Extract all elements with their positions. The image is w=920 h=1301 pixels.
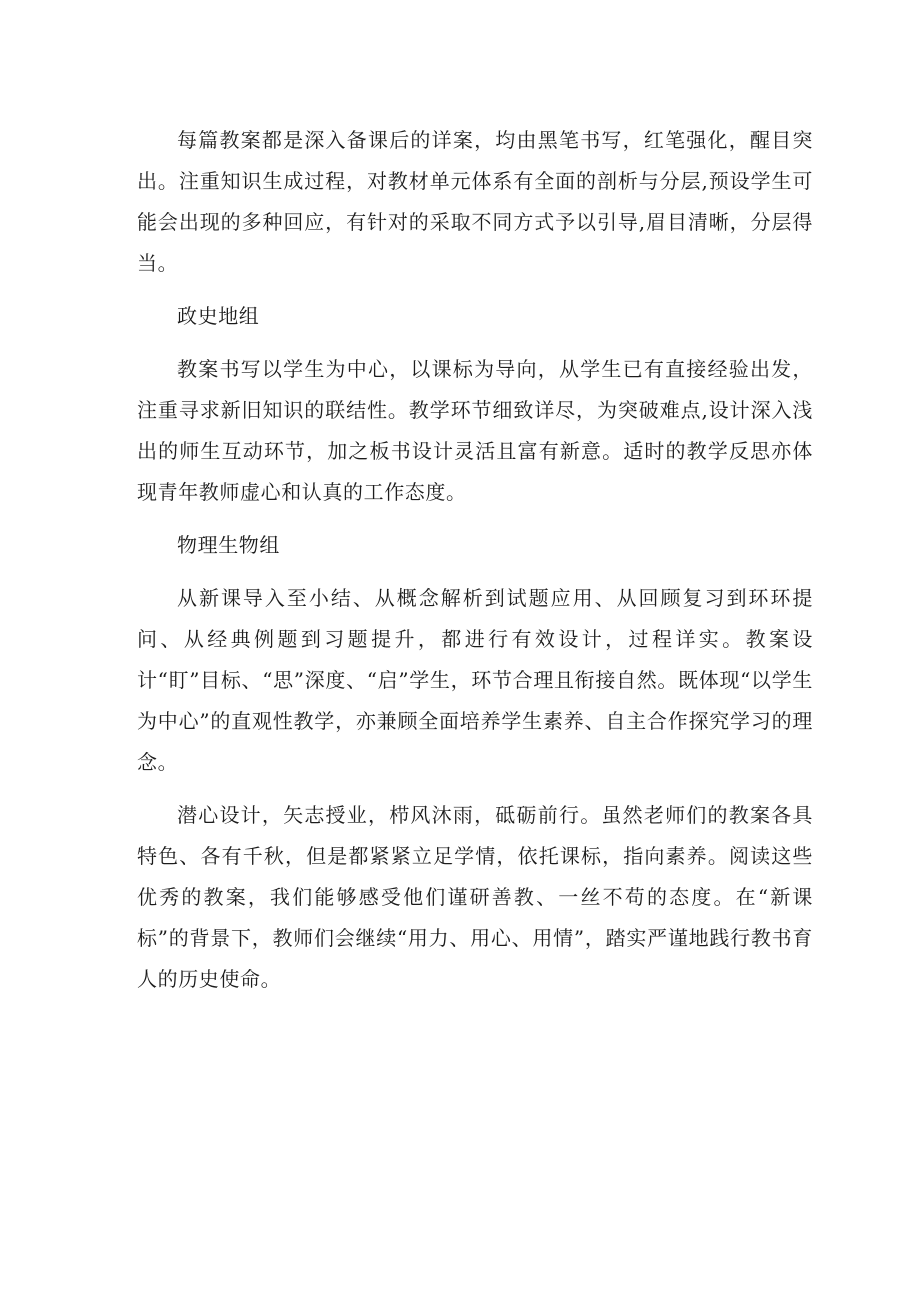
paragraph-politics-history-geography: 教案书写以学生为中心，以课标为导向，从学生已有直接经验出发，注重寻求新旧知识的联结性。教学环节细致详尽，为突破难点,设计深入浅出的师生互动环节，加之板书设计灵活且富有新意。适时的教学反思亦体现青年教师虚心和认真的工作态度。: [137, 357, 813, 504]
paragraph-conclusion: 潜心设计，矢志授业，栉风沐雨，砥砺前行。虽然老师们的教案各具特色、各有千秋，但是都紧紧立足学情，依托课标，指向素养。阅读这些优秀的教案，我们能够感受他们谨研善教、一丝不苟的态度。在“新课标”的背景下，教师们会继续“用力、用心、用情”，踏实严谨地践行教书育人的历史使命。: [137, 803, 813, 991]
heading-physics-biology-group: 物理生物组: [177, 533, 280, 557]
paragraph-physics-biology: 从新课导入至小结、从概念解析到试题应用、从回顾复习到环环提问、从经典例题到习题提升，都进行有效设计，过程详实。教案设计“盯”目标、“思”深度、“启”学生，环节合理且衔接自然。既体现“以学生为中心”的直观性教学，亦兼顾全面培养学生素养、自主合作探究学习的理念。: [137, 586, 813, 774]
heading-politics-history-geography-group: 政史地组: [177, 304, 260, 328]
document-body: [137, 120, 813, 1012]
paragraph-lesson-plans: 每篇教案都是深入备课后的详案，均由黑笔书写，红笔强化，醒目突出。注重知识生成过程，对教材单元体系有全面的剖析与分层,预设学生可能会出现的多种回应，有针对的采取不同方式予以引导,眉目清晰，分层得当。: [137, 128, 813, 275]
